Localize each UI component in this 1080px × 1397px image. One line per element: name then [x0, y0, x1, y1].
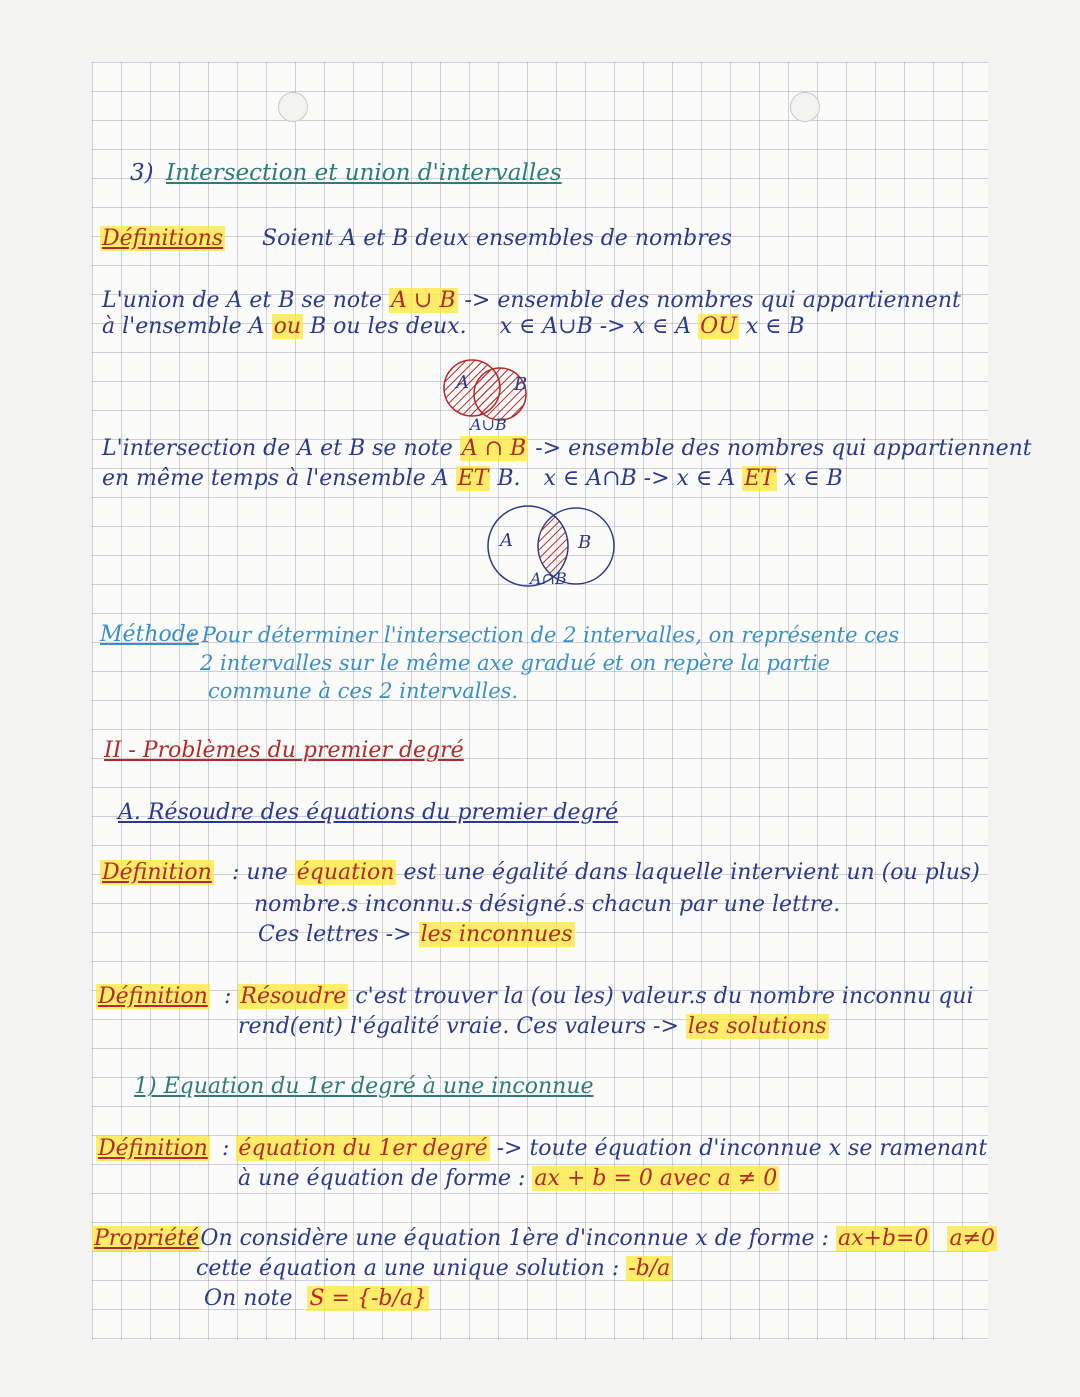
part-2-title: II - Problèmes du premier degré	[104, 738, 464, 763]
definition-equation-label: Définition	[102, 860, 212, 885]
intersection-line-2: en même temps à l'ensemble A ET B. x ∈ A∩B -> x ∈ A ET x ∈ B	[102, 466, 843, 491]
definitions-text: Soient A et B deux ensembles de nombres	[262, 226, 733, 251]
intersection-diagram-b: B	[578, 532, 592, 553]
intersection-symbol: A ∩ B	[461, 436, 527, 461]
propriete-line-3: On note S = {-b/a}	[204, 1286, 428, 1311]
intersection-diagram-a: A	[500, 530, 513, 551]
definition-equation-line-3: Ces lettres -> les inconnues	[258, 922, 573, 947]
definition-first-degree-line-2: à une équation de forme : ax + b = 0 avec a ≠ 0	[238, 1166, 778, 1191]
union-symbol: A ∪ B	[391, 288, 456, 313]
methode-line-2: 2 intervalles sur le même axe gradué et on repère la partie	[200, 651, 830, 675]
propriete-line-2: cette équation a une unique solution : -b/a	[196, 1256, 671, 1281]
definition-resoudre-line-1: : Résoudre c'est trouver la (ou les) valeur.s du nombre inconnu qui	[224, 984, 974, 1009]
union-line-2: à l'ensemble A ou B ou les deux. x ∈ A∪B -> x ∈ A OU x ∈ B	[102, 314, 805, 339]
punch-hole-left	[278, 92, 308, 122]
union-diagram-b: B	[514, 374, 528, 395]
methode-label: Méthode	[100, 622, 199, 647]
methode-line-3: commune à ces 2 intervalles.	[208, 679, 519, 703]
union-line-1: L'union de A et B se note A ∪ B -> ensemble des nombres qui appartiennent	[102, 288, 961, 313]
intersection-diagram-label: A∩B	[530, 569, 567, 588]
methode-line-1: : Pour déterminer l'intersection de 2 intervalles, on représente ces	[188, 623, 900, 647]
section-3-title: Intersection et union d'intervalles	[166, 160, 562, 186]
section-1-title: 1) Equation du 1er degré à une inconnue	[134, 1074, 594, 1099]
definitions-label: Définitions	[102, 226, 224, 251]
intersection-line-1: L'intersection de A et B se note A ∩ B -> ensemble des nombres qui appartiennent	[102, 436, 1032, 461]
punch-hole-right	[790, 92, 820, 122]
definition-resoudre-label: Définition	[98, 984, 208, 1009]
propriete-label: Propriété	[94, 1226, 200, 1251]
definition-first-degree-line-1: : équation du 1er degré -> toute équation d'inconnue x se ramenant	[222, 1136, 988, 1161]
section-3-number: 3)	[130, 160, 154, 186]
part-a-title: A. Résoudre des équations du premier degré	[118, 800, 619, 825]
union-diagram-label: A∪B	[470, 415, 507, 434]
propriete-line-1: : On considère une équation 1ère d'inconnue x de forme : ax+b=0 a≠0	[186, 1226, 996, 1251]
union-diagram-a: A	[456, 372, 469, 393]
definition-first-degree-label: Définition	[98, 1136, 208, 1161]
definition-equation-line-2: nombre.s inconnu.s désigné.s chacun par une lettre.	[254, 892, 841, 917]
definition-equation-line-1: : une équation est une égalité dans laquelle intervient un (ou plus)	[232, 860, 980, 885]
definition-resoudre-line-2: rend(ent) l'égalité vraie. Ces valeurs -> les solutions	[238, 1014, 827, 1039]
